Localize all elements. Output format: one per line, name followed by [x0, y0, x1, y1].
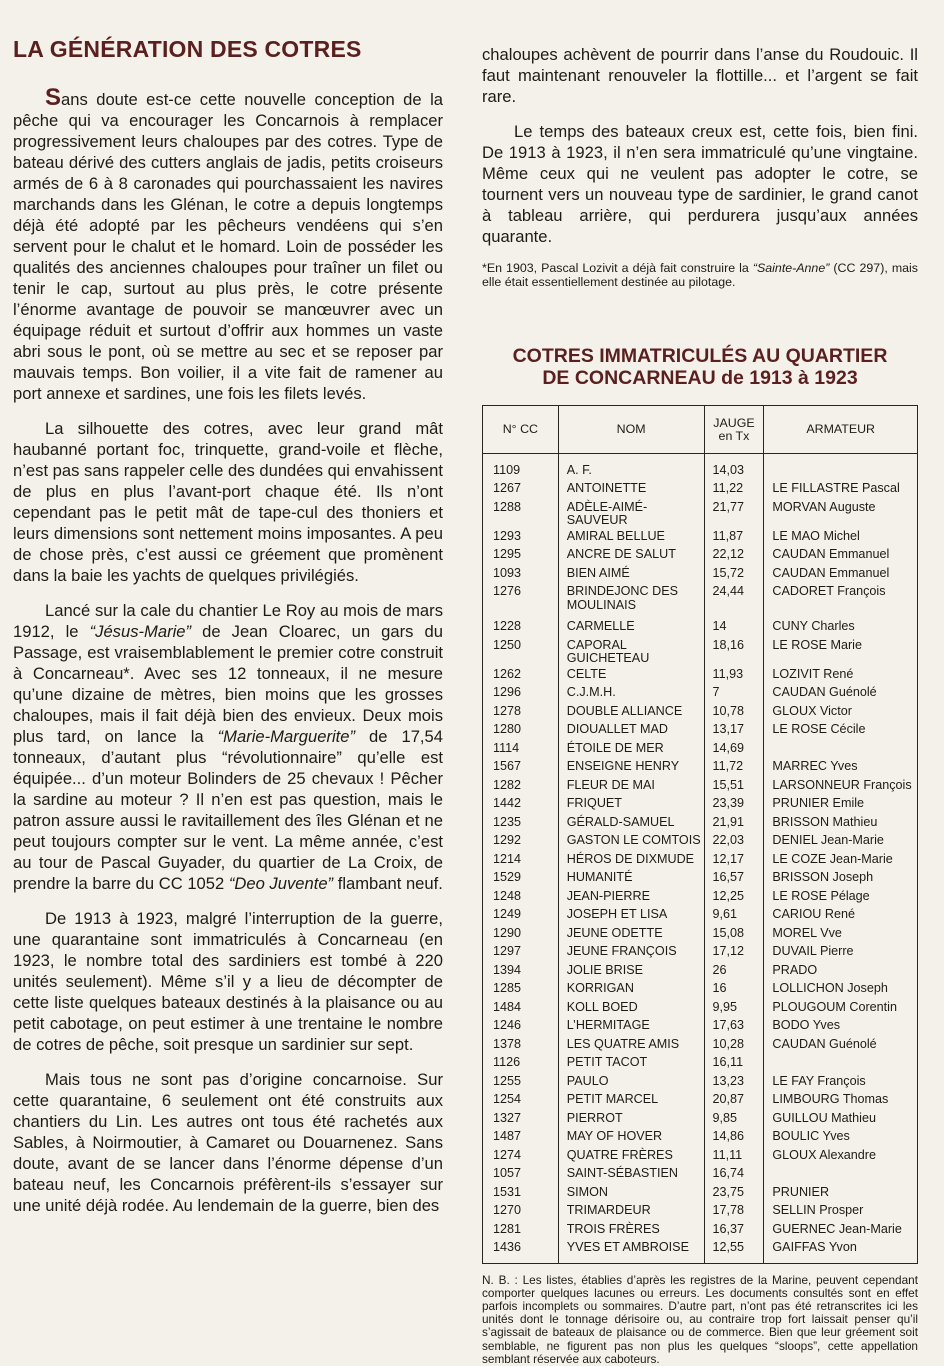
- table-row: [483, 462, 918, 481]
- table-row: [483, 528, 918, 547]
- cell-nom: A. F.: [558, 462, 704, 481]
- cell-num-cc: 1295: [493, 547, 522, 561]
- cell-num-cc: 1529: [493, 870, 522, 884]
- cell-nom: JOLIE BRISE: [558, 962, 704, 981]
- cell-armateur: [764, 740, 918, 759]
- cell-num-cc: 1282: [493, 777, 522, 792]
- cell-num-cc: 1296: [493, 685, 522, 699]
- cell-armateur: GLOUX Victor: [764, 703, 918, 722]
- cell-armateur: DUVAIL Pierre: [764, 943, 918, 962]
- cell-armateur: GAIFFAS Yvon: [764, 1239, 918, 1263]
- right-column: [482, 44, 918, 1366]
- paragraph-3-part-a: Lancé sur la cale du chantier Le Roy au mois de mars 1912, le: [13, 601, 443, 641]
- cell-jauge: 21,77: [704, 499, 764, 528]
- cell-jauge: 11,93: [704, 666, 764, 685]
- cell-nom: JEUNE ODETTE: [558, 925, 704, 944]
- registry-body: [483, 454, 918, 1264]
- table-row: [483, 1202, 918, 1221]
- cell-jauge: 11,72: [704, 758, 764, 777]
- cell-nom: PETIT MARCEL: [558, 1091, 704, 1110]
- cell-nom: DIOUALLET MAD: [558, 721, 704, 740]
- cell-nom: BIEN AIMÉ: [558, 565, 704, 584]
- cell-nom: GÉRALD-SAMUEL: [558, 814, 704, 833]
- cell-num-cc: 1281: [493, 1221, 522, 1236]
- cell-num-cc: 1246: [493, 1018, 522, 1032]
- cell-num-cc: 1567: [493, 759, 522, 773]
- cell-nom: JOSEPH ET LISA: [558, 906, 704, 925]
- cell-jauge: 13,23: [704, 1073, 764, 1092]
- table-row: [483, 906, 918, 925]
- spacer-cell: [558, 454, 704, 462]
- cell-nom: JEUNE FRANÇOIS: [558, 943, 704, 962]
- cell-num-cc: 1274: [493, 1147, 522, 1162]
- registry-header-row: [483, 406, 918, 454]
- cell-armateur: LE MAO Michel: [764, 528, 918, 547]
- cell-armateur: CAUDAN Guénolé: [764, 1036, 918, 1055]
- cell-jauge: 12,17: [704, 851, 764, 870]
- cell-armateur: MOREL Vve: [764, 925, 918, 944]
- cell-num-cc: 1487: [493, 1129, 522, 1143]
- cell-armateur: CAUDAN Emmanuel: [764, 565, 918, 584]
- cell-nom: CAPORAL GUICHETEAU: [558, 637, 704, 666]
- paragraph-1: [13, 84, 443, 404]
- cell-nom: HÉROS DE DIXMUDE: [558, 851, 704, 870]
- cell-num-cc: 1327: [493, 1110, 522, 1125]
- cell-jauge: 11,22: [704, 480, 764, 499]
- cell-armateur: LE ROSE Cécile: [764, 721, 918, 740]
- cell-num-cc: 1126: [493, 1055, 521, 1069]
- paragraph-5: Mais tous ne sont pas d’origine concarnoise. Sur cette quarantaine, 6 seulement ont été construits aux chantiers du Lin. Les autres ont tous été rachetés aux Sables, à Noirmoutier, à Camaret ou Douarnenez. Sans doute, avant de se lancer dans l’énorme dépense d’un bateau neuf, les Concarnois préfèrent-ils s’essayer sur une unité déjà rodée. Au lendemain de la guerre, bien des: [13, 1070, 443, 1215]
- header-jauge-line-1: JAUGE: [713, 415, 755, 430]
- cell-num-cc: 1249: [493, 907, 522, 921]
- cell-num-cc: 1270: [493, 1203, 522, 1217]
- cell-armateur: SELLIN Prosper: [764, 1202, 918, 1221]
- table-row: [483, 583, 918, 618]
- table-row: [483, 758, 918, 777]
- boat-name-deo-juvente: “Deo Juvente”: [228, 874, 334, 893]
- cell-num-cc: 1484: [493, 999, 522, 1014]
- table-row: [483, 1054, 918, 1073]
- paragraph-5-continued: chaloupes achèvent de pourrir dans l’anse du Roudouic. Il faut maintenant renouveler la flottille... et l’argent se fait rare.: [482, 45, 918, 106]
- cell-nom: KORRIGAN: [558, 980, 704, 999]
- paragraph-1-text: ans doute est-ce cette nouvelle conception de la pêche qui va encourager les Concarnois à remplacer progressivement leurs chaloupes par des cotres. Type de bateau dérivé des cutters anglais de jadis, petits croiseurs armés de 6 à 8 caronades qui pourchassaient les navires marchands dans les Glénan, le cotre a depuis longtemps déjà été adopté par les pêcheurs vendéens qui s’en servent pour le chalut et le homard. Loin de posséder les qualités des anciennes chaloupes pour traîner un filet ou tenir le cap, surtout au plus près, le cotre présente l’énorme avantage de pouvoir se manœuvrer avec un équipage réduit et surtout d’offrir aux hommes un vaste abri sous le pont, où se mettre au sec et se reposer par mauvais temps. Bon voilier, il a vite fait de ramener au port annexe et sardines, une fois les filets levés.: [13, 90, 443, 403]
- cell-nom: FLEUR DE MAI: [558, 777, 704, 796]
- cell-armateur: LE FILLASTRE Pascal: [764, 480, 918, 499]
- table-row: [483, 721, 918, 740]
- cell-num-cc: 1262: [493, 666, 522, 681]
- cell-jauge: 16: [704, 980, 764, 999]
- cell-jauge: 23,39: [704, 795, 764, 814]
- table-row: [483, 499, 918, 528]
- table-row: [483, 1239, 918, 1263]
- cell-nom: AMIRAL BELLUE: [558, 528, 704, 547]
- cell-num-cc: 1442: [493, 796, 522, 810]
- table-row: [483, 795, 918, 814]
- cell-nom: ANCRE DE SALUT: [558, 546, 704, 565]
- article-title: LA GÉNÉRATION DES COTRES: [13, 36, 362, 62]
- cell-jauge: 15,08: [704, 925, 764, 944]
- cell-num-cc: 1290: [493, 925, 522, 940]
- cell-num-cc: 1254: [493, 1092, 522, 1106]
- registry-note: N. B. : Les listes, établies d’après les registres de la Marine, peuvent cependant comporter quelques lacunes ou erreurs. Les documents consultés sont en effet parfois incomplets ou sommaires. D’autre part, n’ont pas été retranscrites ici les unités dont le tonnage dérisoire ou, au contraire trop fort laissait penser qu’il s’agissait de bateaux de plaisance ou de commerce. Bien que leur gréement soit semblable, ne figurent pas non plus les quelques “sloops”, cette appellation semblant réservée aux caboteurs.: [482, 1272, 918, 1366]
- cell-num-cc: 1288: [493, 499, 522, 514]
- cell-num-cc: 1235: [493, 814, 522, 829]
- cell-nom: ENSEIGNE HENRY: [558, 758, 704, 777]
- cell-armateur: BRISSON Joseph: [764, 869, 918, 888]
- table-row: [483, 618, 918, 637]
- registry-title-line-1: COTRES IMMATRICULÉS AU QUARTIER: [512, 345, 888, 367]
- cell-num-cc: 1057: [493, 1166, 522, 1180]
- table-row: [483, 943, 918, 962]
- table-row: [483, 1128, 918, 1147]
- cell-num-cc: 1255: [493, 1073, 522, 1088]
- cell-armateur: BODO Yves: [764, 1017, 918, 1036]
- cell-num-cc: 1297: [493, 944, 522, 958]
- cell-armateur: PRADO: [764, 962, 918, 981]
- table-row: [483, 1110, 918, 1129]
- cell-nom: ANTOINETTE: [558, 480, 704, 499]
- cell-nom: SAINT-SÉBASTIEN: [558, 1165, 704, 1184]
- cell-jauge: 16,37: [704, 1221, 764, 1240]
- cell-armateur: [764, 462, 918, 481]
- cell-nom: KOLL BOED: [558, 999, 704, 1018]
- cell-armateur: [764, 1165, 918, 1184]
- cell-num-cc: 1228: [493, 619, 522, 633]
- registry-title-line-2: DE CONCARNEAU de 1913 à 1923: [542, 367, 858, 389]
- cell-num-cc: 1250: [493, 637, 522, 652]
- header-jauge-line-2: en Tx: [718, 428, 750, 443]
- paragraph-3-part-c: de 17,54 tonneaux, d’autant plus “révolutionnaire” qu’elle est équipée... d’un moteur Bolinders de 25 chevaux ! Pêcher la sardine au moteur ? Il n’en est pas question, mais le patron assure aussi le ravitaillement des îles Glénan et ne peut toujours compter sur le vent. La même année, c’est au tour de Pascal Guyader, du quartier de La Croix, de prendre la barre du CC 1052: [13, 727, 443, 893]
- cell-armateur: [764, 1054, 918, 1073]
- cell-armateur: PRUNIER Emile: [764, 795, 918, 814]
- table-row: [483, 1091, 918, 1110]
- registry-spacer-row: [483, 454, 918, 462]
- cell-armateur: CUNY Charles: [764, 618, 918, 637]
- cell-nom: LES QUATRE AMIS: [558, 1036, 704, 1055]
- cell-jauge: 17,78: [704, 1202, 764, 1221]
- cell-armateur: CARIOU René: [764, 906, 918, 925]
- cell-armateur: LOZIVIT René: [764, 666, 918, 685]
- cell-num-cc: 1267: [493, 481, 522, 495]
- cell-jauge: 11,87: [704, 528, 764, 547]
- table-row: [483, 1017, 918, 1036]
- cell-jauge: 24,44: [704, 583, 764, 618]
- cell-jauge: 20,87: [704, 1091, 764, 1110]
- paragraph-3: [13, 600, 443, 894]
- cell-nom: FRIQUET: [558, 795, 704, 814]
- header-jauge: [704, 406, 764, 454]
- table-row: [483, 869, 918, 888]
- cell-jauge: 13,17: [704, 721, 764, 740]
- cell-armateur: GLOUX Alexandre: [764, 1147, 918, 1166]
- cell-num-cc: 1436: [493, 1240, 522, 1254]
- cell-jauge: 12,55: [704, 1239, 764, 1263]
- cell-nom: SIMON: [558, 1184, 704, 1203]
- footnote-part-b: (CC 297), mais elle était essentiellement destinée au pilotage.: [482, 261, 918, 289]
- cell-num-cc: 1394: [493, 962, 522, 977]
- cell-jauge: 10,78: [704, 703, 764, 722]
- cell-jauge: 11,11: [704, 1147, 764, 1166]
- cell-armateur: BRISSON Mathieu: [764, 814, 918, 833]
- cell-armateur: LIMBOURG Thomas: [764, 1091, 918, 1110]
- cell-nom: C.J.M.H.: [558, 684, 704, 703]
- cell-nom: JEAN-PIERRE: [558, 888, 704, 907]
- boat-name-marie-marguerite: “Marie-Marguerite”: [217, 727, 356, 746]
- paragraph-4: De 1913 à 1923, malgré l’interruption de la guerre, une quarantaine sont immatriculés à Concarneau (en 1923, le nombre total des sardiniers est tombé à 220 unités seulement). Même s’il y a lieu de décompter de cette liste quelques bateaux destinés à la plaisance ou au petit cabotage, on peut estimer à une trentaine le nombre de cotres de pêche, soit presque un sardinier sur sept.: [13, 909, 443, 1054]
- cell-armateur: CADORET François: [764, 583, 918, 618]
- table-row: [483, 999, 918, 1018]
- cell-armateur: PLOUGOUM Corentin: [764, 999, 918, 1018]
- cell-jauge: 14,03: [704, 462, 764, 481]
- cell-armateur: CAUDAN Guénolé: [764, 684, 918, 703]
- cell-jauge: 16,57: [704, 869, 764, 888]
- cell-num-cc: 1378: [493, 1036, 522, 1051]
- cell-nom: GASTON LE COMTOIS: [558, 832, 704, 851]
- cell-jauge: 22,03: [704, 832, 764, 851]
- cell-jauge: 12,25: [704, 888, 764, 907]
- cell-armateur: LE ROSE Marie: [764, 637, 918, 666]
- table-row: [483, 703, 918, 722]
- cell-armateur: LE ROSE Pélage: [764, 888, 918, 907]
- cell-nom: CELTE: [558, 666, 704, 685]
- cell-nom: MAY OF HOVER: [558, 1128, 704, 1147]
- cell-nom: PETIT TACOT: [558, 1054, 704, 1073]
- cell-jauge: 9,61: [704, 906, 764, 925]
- cell-num-cc: 1293: [493, 528, 522, 543]
- table-row: [483, 546, 918, 565]
- cell-num-cc: 1531: [493, 1184, 522, 1199]
- cell-num-cc: 1280: [493, 722, 522, 736]
- cell-num-cc: 1214: [493, 851, 522, 866]
- cell-jauge: 15,51: [704, 777, 764, 796]
- cell-armateur: LE COZE Jean-Marie: [764, 851, 918, 870]
- cell-armateur: GUILLOU Mathieu: [764, 1110, 918, 1129]
- table-row: [483, 777, 918, 796]
- spacer-cell: [483, 454, 559, 462]
- cell-num-cc: 1285: [493, 981, 522, 995]
- cell-nom: TROIS FRÈRES: [558, 1221, 704, 1240]
- cell-armateur: LOLLICHON Joseph: [764, 980, 918, 999]
- cell-jauge: 26: [704, 962, 764, 981]
- cell-armateur: DENIEL Jean-Marie: [764, 832, 918, 851]
- cell-armateur: LE FAY François: [764, 1073, 918, 1092]
- table-row: [483, 637, 918, 666]
- cell-nom: YVES ET AMBROISE: [558, 1239, 704, 1263]
- spacer-cell: [704, 454, 764, 462]
- cell-jauge: 21,91: [704, 814, 764, 833]
- cell-armateur: BOULIC Yves: [764, 1128, 918, 1147]
- table-row: [483, 1184, 918, 1203]
- cell-jauge: 22,12: [704, 546, 764, 565]
- cell-jauge: 9,85: [704, 1110, 764, 1129]
- cell-jauge: 9,95: [704, 999, 764, 1018]
- boat-name-jesus-marie: “Jésus-Marie”: [89, 622, 192, 641]
- table-row: [483, 740, 918, 759]
- cell-nom: HUMANITÉ: [558, 869, 704, 888]
- cell-num-cc: 1248: [493, 888, 522, 903]
- cell-num-cc: 1292: [493, 833, 522, 847]
- footnote: [482, 261, 918, 289]
- cell-jauge: 16,11: [704, 1054, 764, 1073]
- table-row: [483, 1036, 918, 1055]
- cell-jauge: 18,16: [704, 637, 764, 666]
- cell-jauge: 16,74: [704, 1165, 764, 1184]
- table-row: [483, 480, 918, 499]
- left-column: [13, 36, 443, 1230]
- cell-num-cc: 1278: [493, 703, 522, 718]
- cell-jauge: 14: [704, 618, 764, 637]
- cell-nom: TRIMARDEUR: [558, 1202, 704, 1221]
- cell-jauge: 14,86: [704, 1128, 764, 1147]
- cell-jauge: 10,28: [704, 1036, 764, 1055]
- cell-num-cc: 1114: [493, 740, 520, 755]
- cell-nom: ADÈLE-AIMÉ-SAUVEUR: [558, 499, 704, 528]
- paragraph-2: La silhouette des cotres, avec leur grand mât haubanné portant foc, trinquette, grand-voile et flèche, n’est pas sans rappeler celle des dundées qui envahissent de plus en plus l’avant-port chaque été. Ils n’ont cependant pas le petit mât de tape-cul des thoniers et leurs dimensions sont nettement moins imposantes. A peu de chose près, c’est aussi ce gréement que promènent dans la baie les yachts de quelques privilégiés.: [13, 419, 443, 585]
- cell-nom: QUATRE FRÈRES: [558, 1147, 704, 1166]
- cell-jauge: 23,75: [704, 1184, 764, 1203]
- cell-num-cc: 1109: [493, 462, 521, 477]
- cell-nom: CARMELLE: [558, 618, 704, 637]
- table-row: [483, 888, 918, 907]
- cell-nom: DOUBLE ALLIANCE: [558, 703, 704, 722]
- cell-armateur: LARSONNEUR François: [764, 777, 918, 796]
- header-nom: NOM: [558, 406, 704, 454]
- cell-nom: ÉTOILE DE MER: [558, 740, 704, 759]
- table-row: [483, 962, 918, 981]
- cell-num-cc: 1093: [493, 565, 522, 580]
- registry-title: [482, 345, 918, 389]
- cell-nom: BRINDEJONC DES MOULINAIS: [558, 583, 704, 618]
- header-num-cc: N° CC: [483, 406, 559, 454]
- cell-jauge: 15,72: [704, 565, 764, 584]
- cell-jauge: 17,63: [704, 1017, 764, 1036]
- cell-armateur: MARREC Yves: [764, 758, 918, 777]
- table-row: [483, 832, 918, 851]
- cell-nom: L’HERMITAGE: [558, 1017, 704, 1036]
- table-row: [483, 684, 918, 703]
- boat-name-sainte-anne: “Sainte-Anne”: [752, 261, 830, 275]
- table-row: [483, 980, 918, 999]
- cell-armateur: CAUDAN Emmanuel: [764, 546, 918, 565]
- table-row: [483, 1165, 918, 1184]
- cell-nom: PAULO: [558, 1073, 704, 1092]
- spacer-cell: [764, 454, 918, 462]
- cell-armateur: PRUNIER: [764, 1184, 918, 1203]
- table-row: [483, 1073, 918, 1092]
- header-armateur: ARMATEUR: [764, 406, 918, 454]
- table-row: [483, 1221, 918, 1240]
- cell-nom: PIERROT: [558, 1110, 704, 1129]
- table-row: [483, 1147, 918, 1166]
- cell-jauge: 14,69: [704, 740, 764, 759]
- table-row: [483, 565, 918, 584]
- table-row: [483, 814, 918, 833]
- footnote-part-a: *En 1903, Pascal Lozivit a déjà fait construire la: [482, 261, 753, 275]
- cell-num-cc: 1276: [493, 584, 522, 598]
- registry-table: [482, 405, 918, 1264]
- table-row: [483, 851, 918, 870]
- drop-cap: S: [45, 84, 62, 111]
- table-row: [483, 925, 918, 944]
- paragraph-3-part-b: de Jean Cloarec, un gars du Passage, est vraisemblablement le premier cotre construit à Concarneau*. Avec ses 12 tonneaux, il ne mesure qu’une dizaine de mètres, bien moins que les grosses chaloupes, mais il fait déjà bien des envieux. Deux mois plus tard, on lance la: [13, 622, 443, 746]
- cell-armateur: GUERNEC Jean-Marie: [764, 1221, 918, 1240]
- table-row: [483, 666, 918, 685]
- paragraph-3-part-d: flambant neuf.: [333, 874, 443, 893]
- cell-armateur: MORVAN Auguste: [764, 499, 918, 528]
- paragraph-6: Le temps des bateaux creux est, cette fois, bien fini. De 1913 à 1923, il n’en sera immatriculé qu’une vingtaine. Même ceux qui ne veulent pas adopter le cotre, se tournent vers un nouveau type de sardinier, le grand canot à tableau arrière, qui perdurera jusqu’aux années quarante.: [482, 122, 918, 246]
- cell-jauge: 7: [704, 684, 764, 703]
- cell-jauge: 17,12: [704, 943, 764, 962]
